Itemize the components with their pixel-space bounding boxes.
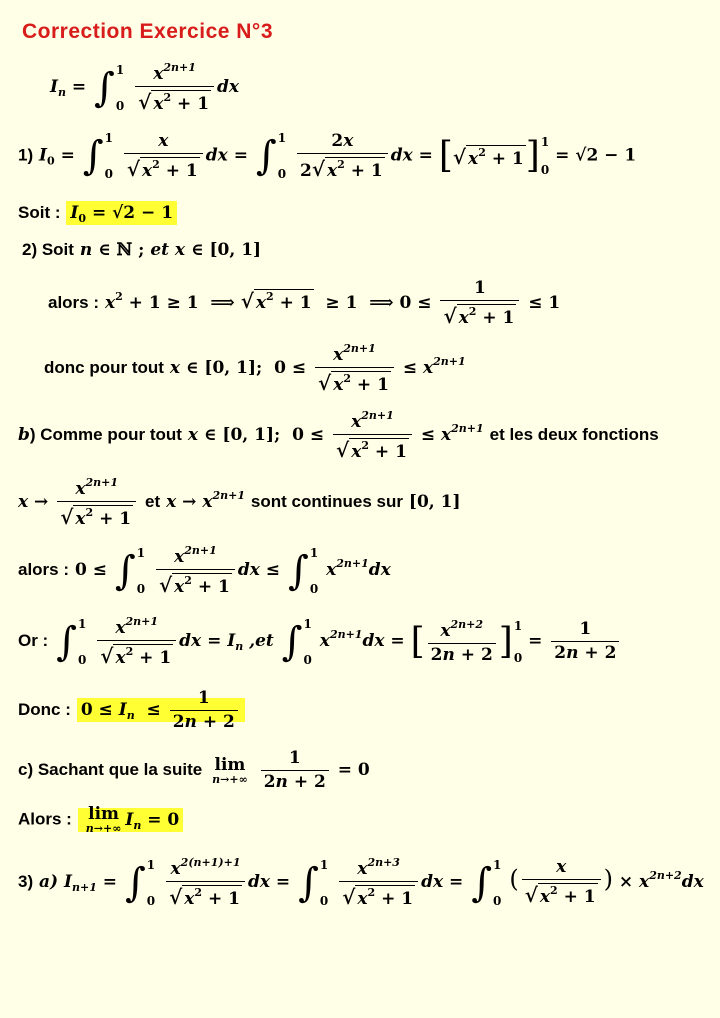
alors-integral-line: alors : 0 ≤ ∫ 1 0 $\frac{x^{2n+1}}{√ x^2 + 1}$ dx ≤ ∫ 1 0 $x^{2n+1}dx$ <box>18 544 391 597</box>
q3-label: 3) <box>18 872 34 891</box>
highlight-in-bound: $0 \le I_n$ ≤ $\frac{1}{2n + 2}$ <box>77 698 245 722</box>
alors-label-2: alors : <box>18 560 70 579</box>
b-label: b <box>18 425 30 445</box>
continues-label: sont continues sur <box>250 492 403 511</box>
donc-line <box>18 690 245 731</box>
i0-result: √2 − 1 <box>575 145 637 166</box>
question-c-line: c) Sachant que la suite lim n→+∞ $\frac{1}{2n + 2}$ = 0 <box>18 748 370 792</box>
q2-label: 2) Soit <box>22 240 74 259</box>
q1-label: 1) <box>18 145 34 165</box>
question-2-line: 2) Soit n ∈ ℕ ; et x ∈ [0, 1] <box>22 240 262 260</box>
alors-label-1: alors : <box>48 293 100 312</box>
comme-pour-tout-label: ) Comme pour tout <box>29 425 182 444</box>
page-title: Correction Exercice N°3 <box>22 20 274 43</box>
question-b-line: b) Comme pour tout x ∈ [0, 1]; 0 ≤ $\frac{x^{2n+1}}{√ x^2 + 1}$ ≤ $x^{2n+1}$ et les deux fonctions <box>18 409 659 462</box>
soit-label: Soit : <box>18 203 61 222</box>
highlight-limit: lim n→+∞ $I_n = 0$ <box>78 808 183 832</box>
question-1-line: 1) $I_0$ = ∫ 1 0 $\frac{x}{√ x^2 + 1}$ dx = ∫ 1 0 $\frac{2x}{2√ x^2 + 1}$ dx = [ √ $x^2 + 1$ ] 1 0 = √2 − 1 <box>18 130 637 181</box>
definition-line: $I_n$ = ∫ 1 0 $\frac{x^{2n+1}}{√ x^2 + 1}$ dx <box>50 61 240 114</box>
et-or-label: ,et <box>249 631 274 651</box>
or-label: Or : <box>18 631 49 650</box>
donc-pour-tout-label: donc pour tout <box>44 358 164 377</box>
functions-line: x → $\frac{x^{2n+1}}{√ x^2 + 1}$ et $x \to x^{2n+1}$ sont continues sur [0, 1] <box>18 476 461 529</box>
donc-label: Donc : <box>18 700 71 719</box>
alors-label-3: Alors : <box>18 809 72 829</box>
donc-pour-tout-line: donc pour tout x ∈ [0, 1]; 0 ≤ $\frac{x^{2n+1}}{√ x^2 + 1}$ ≤ $x^{2n+1}$ <box>44 342 466 395</box>
a-label: a) <box>39 872 59 892</box>
or-line: Or : ∫ 1 0 $\frac{x^{2n+1}}{√ x^2 + 1}$ dx = $I_n$ ,et ∫ 1 0 $x^{2n+1}dx$ = [ $\frac{x^{2n+2}}{2n + 2}$ ] 1 0 = $\frac{1}{2n + 2}$ <box>18 616 622 667</box>
et-label: et <box>145 492 161 511</box>
soit-i0-line <box>18 204 177 224</box>
c-label: c) Sachant que la suite <box>18 760 203 779</box>
deux-fonctions-label: et les deux fonctions <box>489 425 659 444</box>
highlight-i0: $I_0 = √2 - 1$ <box>66 201 177 225</box>
alors-limit-line <box>18 806 183 834</box>
alors-inequality-line: alors : $x^2 + 1 \ge 1$ ⟹ √ $x^2 + 1 \ge 1$ ⟹ 0 ≤ $\frac{1}{√ x^2 + 1}$ ≤ 1 <box>48 278 561 328</box>
question-3-line: 3) a) $I_{n+1}$ = ∫ 1 0 $\frac{x^{2(n+1)+1}}{√ x^2 + 1}$ dx = ∫ 1 0 $\frac{x^{2n+3}}{√ x^2 + 1}$ dx = ∫ 1 0 ( $\frac{x}{√ x^2 + 1}$ ) × $x^{2n+2}dx$ <box>18 856 704 909</box>
